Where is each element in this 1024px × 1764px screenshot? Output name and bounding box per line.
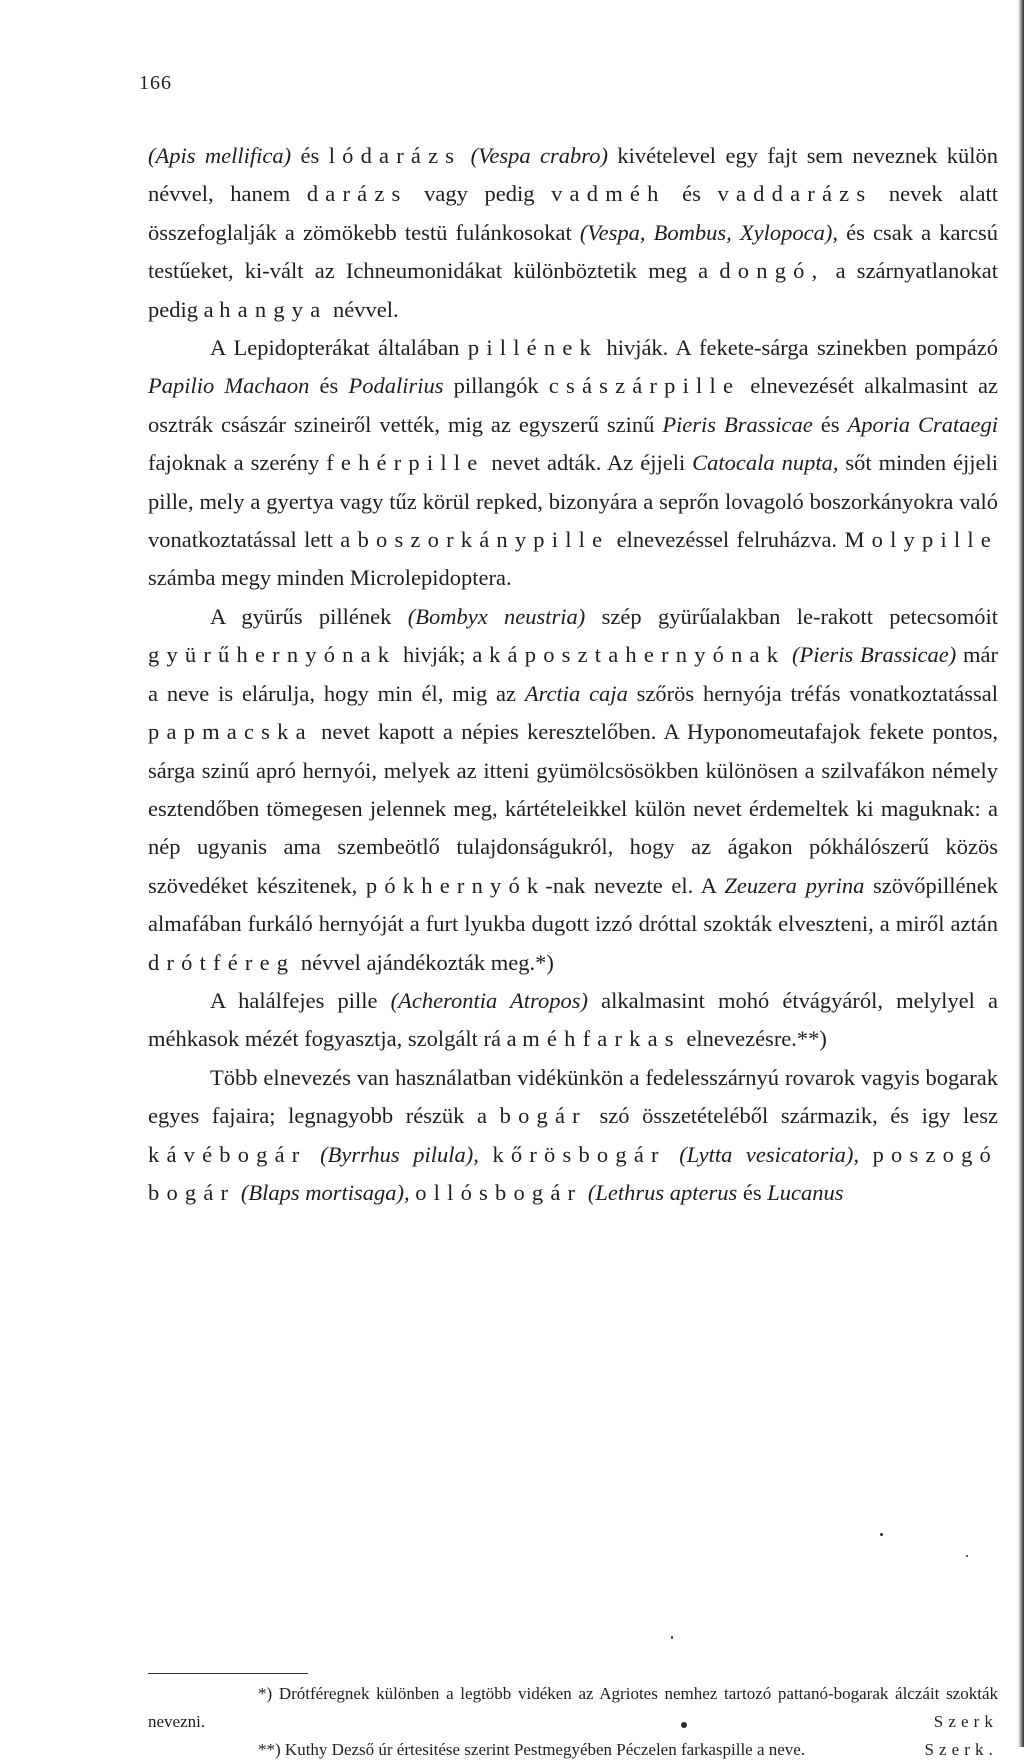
latin-species-name: Papilio Machaon (148, 373, 310, 399)
text-run: nevek alatt összefoglalják a zömökebb testü fulánkosokat (148, 181, 998, 245)
footnote-separator (148, 1673, 308, 1674)
text-run: elnevezésre.**) (680, 1026, 827, 1052)
text-run (666, 1142, 680, 1167)
footnote-text: *) Drótféregnek különben a legtöbb vidéken az Agriotes nemhez tartozó pattanó-bogarak álczáit szokták nevezni. (148, 1684, 998, 1731)
latin-species-name: Aporia Crataegi (847, 411, 998, 437)
vernacular-name: hangya (219, 296, 328, 322)
text-run: Több elnevezés van használatban vidékünkön a fedelesszárnyú rovarok vagyis bogarak egyes fajaira; legnagyobb részük a (148, 1064, 998, 1129)
body-text (148, 137, 998, 1212)
latin-species-name: Pieris Brassicae (662, 411, 813, 437)
vernacular-name: kőrösbogár (492, 1141, 666, 1167)
text-run: hivják. A fekete-sárga szinekben pompázó (597, 335, 998, 361)
text-run: és csak a karcsú testűeket, ki-vált az Ichneumonidákat különböztetik meg a (148, 219, 999, 284)
body-paragraph (148, 1059, 998, 1213)
text-run (479, 1142, 493, 1167)
vernacular-name: káposztahernyónak (489, 642, 786, 668)
text-run: sőt minden éjjeli pille, mely a gyertya vagy tűz körül repked, bizonyára a seprőn lovagoló boszorkányokra való vonatkoztatással lett a (148, 450, 998, 553)
latin-species-name: (Byrrhus pilula), (320, 1141, 479, 1167)
text-run: A Lepidopterákat általában (210, 335, 468, 361)
text-run: névvel. (327, 296, 399, 322)
scan-speck (966, 1555, 968, 1557)
scan-edge-shadow (1018, 0, 1024, 1747)
vernacular-name: bogár (499, 1103, 587, 1129)
text-run: hivják; a (396, 642, 490, 668)
latin-species-name: (Bombyx neustria) (407, 603, 586, 629)
vernacular-name: császárpille (548, 373, 741, 399)
vernacular-name: poszogó bogár (148, 1141, 999, 1205)
vernacular-name: drótféreg (148, 949, 296, 975)
latin-species-name: Lucanus (767, 1179, 844, 1205)
latin-species-name: Catocala nupta, (692, 450, 839, 476)
vernacular-name: ollósbogár (415, 1179, 583, 1205)
text-run: szó összetételéből származik, és igy lesz (586, 1103, 998, 1129)
text-run (859, 1142, 873, 1167)
footnote (148, 1680, 998, 1736)
footnotes (148, 1680, 998, 1764)
latin-species-name: (Vespa crabro) (470, 143, 608, 168)
text-run: a szárnyatlanokat pedig a (148, 258, 998, 322)
latin-species-name: (Lethrus apterus (587, 1179, 738, 1205)
text-run: már a neve is elárulja, hogy min él, mig az (148, 642, 999, 706)
vernacular-name: vaddarázs (717, 181, 873, 207)
text-run (307, 1142, 321, 1167)
text-run: nevet kapott a népies keresztelőben. A Hyponomeutafajok fekete pontos, sárga szinű apró hernyói, melyek az itteni gyümölcsösökben különösen a szilvafákon némely esztendőben tömegesen jelennek meg, kártételeikkel külön nevet érdemeltek ki maguknak: a nép ugyanis ama szembeötlő tulajdonságukról, hogy az ágakon pókhálószerű közös szövedéket készitenek, (148, 719, 998, 898)
text-run: alkalmasint mohó étvágyáról, melylyel a méhkasok mézét fogyasztja, szolgált rá a (148, 987, 998, 1052)
footnote-signature: Szerk (933, 1712, 998, 1731)
text-run: elnevezését alkalmasint az osztrák császár szineiről vették, mig az egyszerű szinű (148, 373, 998, 437)
scan-speck (671, 1636, 673, 1639)
text-run: kivételevel egy fajt sem neveznek külön névvel, hanem (148, 143, 998, 207)
scan-speck (880, 1533, 883, 1536)
latin-species-name: (Acherontia Atropos) (390, 987, 588, 1013)
latin-species-name: Zeuzera pyrina (724, 872, 865, 898)
text-run: és (291, 143, 329, 168)
footnote (148, 1736, 998, 1764)
text-run: pillangók (443, 373, 549, 399)
vernacular-name: darázs (306, 181, 408, 207)
footnote-text: **) Kuthy Dezső úr értesitése szerint Pestmegyében Péczelen farkaspille a neve. (258, 1740, 806, 1759)
text-run: A gyürűs pillének (210, 603, 408, 629)
latin-species-name: (Blaps mortisaga), (240, 1179, 410, 1205)
latin-species-name: Arctia caja (524, 680, 628, 706)
text-run: szőrös hernyója tréfás vonatkoztatással (627, 680, 999, 706)
vernacular-name: kávébogár (148, 1141, 307, 1167)
latin-species-name: (Vespa, Bombus, Xylopoca), (579, 219, 838, 245)
text-run (461, 143, 470, 168)
text-run: nevet adták. Az éjjeli (484, 450, 693, 476)
vernacular-name: gyürűhernyónak (148, 642, 397, 668)
text-run: fajoknak a szerény (148, 450, 327, 476)
text-run: és (665, 181, 718, 207)
vernacular-name: pókhernyók (365, 872, 546, 898)
vernacular-name: papmacska (148, 719, 313, 745)
vernacular-name: Molypille (844, 527, 998, 553)
vernacular-name: dongó, (719, 258, 825, 284)
text-run: A halálfejes pille (210, 987, 391, 1013)
body-paragraph (148, 598, 998, 982)
text-run: névvel ajándékozták meg.*) (295, 949, 554, 975)
page-number: 166 (139, 72, 172, 94)
text-run: vagy pedig (407, 181, 552, 207)
latin-species-name: Podalirius (348, 373, 444, 399)
vernacular-name: fehérpille (326, 450, 485, 476)
latin-species-name: (Lytta vesicatoria), (679, 1141, 860, 1167)
vernacular-name: boszorkánypille (357, 527, 610, 553)
vernacular-name: pillének (467, 335, 598, 361)
body-paragraph (148, 329, 998, 598)
text-run: -nak nevezte el. A (545, 872, 725, 898)
text-run: és (812, 411, 848, 437)
text-run: és (737, 1179, 768, 1205)
vernacular-name: lódarázs (328, 143, 462, 168)
footnote-signature: Szerk. (924, 1740, 998, 1759)
text-run: számba megy minden Microlepidoptera. (148, 565, 512, 591)
text-run (785, 642, 792, 667)
latin-species-name: (Apis mellifica) (148, 143, 292, 168)
text-run: elnevezéssel felruházva. (609, 527, 845, 553)
body-paragraph (148, 137, 998, 329)
text-run: szép gyürűalakban le-rakott petecsomóit (585, 603, 999, 629)
text-run: és (309, 373, 349, 399)
scan-speck (681, 1722, 687, 1728)
text-run: szövőpillének almafában furkáló hernyóját a furt lyukba dugott izzó dróttal szokták elveszteni, a miről aztán (148, 872, 998, 937)
vernacular-name: vadméh (551, 181, 666, 207)
latin-species-name: (Pieris Brassicae) (792, 642, 957, 668)
body-paragraph (148, 982, 998, 1059)
vernacular-name: méhfarkas (522, 1026, 681, 1052)
